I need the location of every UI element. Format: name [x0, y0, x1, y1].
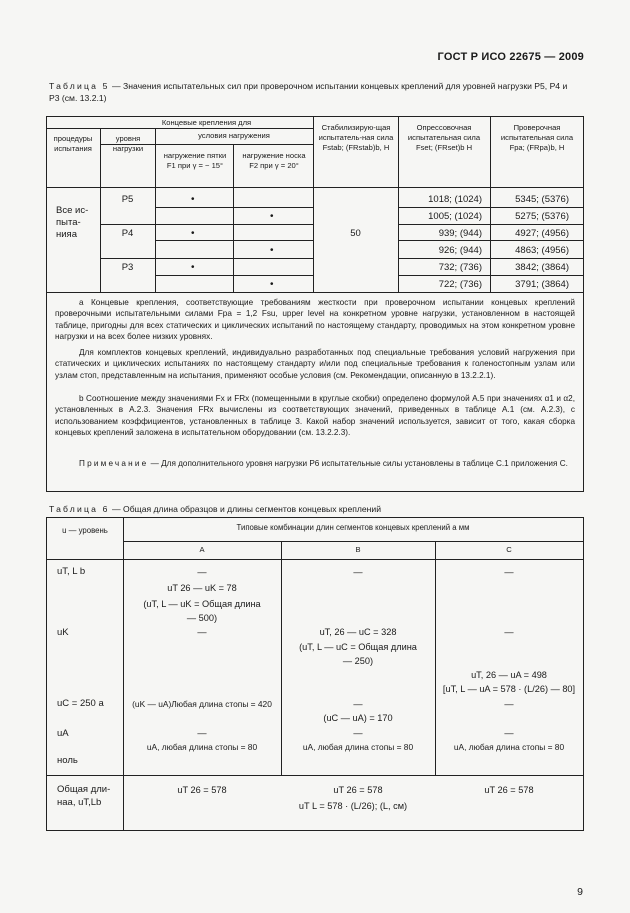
t6-a-r1: uT 26 — uK = 78	[167, 583, 237, 593]
t5-dot: •	[191, 194, 195, 205]
t6-a-r4: uA, любая длина стопы = 80	[146, 742, 258, 752]
t5-footnote-a: a Концевые крепления, соответствующие требованиям жесткости при проверочном испытании концевых креплений проверочными испытательными силами Fpa = 1,2 Fsu, upper level на конкретном уровне нагрузки, установленном в настоящей таблице, пригодны для всех статических и циклических испытаний по настоящему стандарту, проводимых на этом конкретном уровне нагрузки и на всех более низких уровнях.	[55, 298, 575, 341]
t6-b-total: uT 26 = 578	[333, 785, 383, 795]
t6-col-a: A	[199, 545, 205, 554]
t6-cell-dash: —	[353, 567, 363, 577]
t5-proof-value: 4927; (4956)	[515, 228, 569, 239]
t6-b-r4: uA, любая длина стопы = 80	[302, 742, 414, 752]
t5-proof-value: 5345; (5376)	[515, 194, 569, 205]
t6-col-c: C	[506, 545, 512, 554]
t6-row-label: Общая дли-наa, uT,Lb	[57, 784, 111, 808]
t5-proof-value: 3842; (3864)	[515, 262, 569, 273]
t5-dot: •	[270, 211, 274, 222]
t5-proof-value: 3791; (3864)	[515, 279, 569, 290]
t5-set-value: 926; (944)	[438, 245, 482, 256]
t6-total-formula: uT L = 578 · (L/26); (L, см)	[298, 801, 408, 811]
t5-set-value: 1018; (1024)	[428, 194, 482, 205]
t5-header-cond: условия нагружения	[198, 131, 270, 140]
t5-set-value: 939; (944)	[438, 228, 482, 239]
t6-cell-dash: —	[197, 627, 207, 637]
t6-a-r1b: (uT, L — uK = Общая длина	[143, 599, 261, 609]
t6-a-total: uT 26 = 578	[177, 785, 227, 795]
t6-b-r2b: (uT, L — uC = Общая длина	[299, 642, 417, 652]
page-number: 9	[577, 886, 583, 898]
t6-b-r3: (uC — uA) = 170	[323, 713, 393, 723]
t5-header-stab: Стабилизирую-щая испытатель-ная сила Fstab; (FRstab)b, Н	[318, 123, 394, 152]
t6-c-r3: uT, 26 — uA = 498	[471, 670, 547, 680]
table6-caption-text: — Общая длина образцов и длины сегментов концевых креплений	[109, 504, 382, 514]
t5-header-toe: нагружение носка F2 при γ = 20°	[242, 151, 306, 170]
t5-dot: •	[270, 279, 274, 290]
t6-cell-dash: —	[197, 567, 207, 577]
t5-note-text: — Для дополнительного уровня нагрузки Р6 испытательные силы установлены в таблице С.1 приложения С.	[148, 459, 568, 468]
t6-c-r3b: [uT, L — uA = 578 · (L/26) — 80]	[442, 684, 576, 694]
t6-col-b: B	[355, 545, 361, 554]
t5-level-p5: P5	[121, 194, 134, 205]
t6-b-r2: uT, 26 — uC = 328	[319, 627, 397, 637]
t6-header-combos: Типовые комбинации длин сегментов концевых креплений a мм	[236, 523, 470, 532]
table6-caption	[49, 503, 579, 515]
t6-row-label: uK	[57, 627, 69, 638]
t6-header-level: u — уровень	[62, 526, 108, 535]
t6-row-label: uC = 250 a	[57, 698, 104, 709]
t6-row-label: uA	[57, 728, 69, 739]
t5-proof-value: 4863; (4956)	[515, 245, 569, 256]
t6-cell-dash: —	[197, 728, 207, 738]
t5-header-proof: Проверочная испытательная сила Fpa; (FRpa)b, Н	[500, 123, 574, 152]
t5-set-value: 1005; (1024)	[428, 211, 482, 222]
t5-paragraph-custom: Для комплектов концевых креплений, индивидуально разработанных под специальные требования условий нагружения при статических и циклических испытаниях по настоящему стандарту и/или под специальные требования к голеностопным узлам или узлам стоп, представленным на испытания, применяют особые условия (см. Рекомендации, описанную в 13.2.2.1).	[55, 348, 575, 380]
table5-caption	[49, 80, 579, 104]
table6-caption-label: Таблица 6	[49, 504, 110, 514]
t5-proof-value: 5275; (5376)	[515, 211, 569, 222]
t6-c-r4: uA, любая длина стопы = 80	[453, 742, 565, 752]
t6-cell-dash: —	[353, 699, 363, 709]
t5-header-set: Опрессовочная испытательная сила Fset; (FRset)b Н	[407, 123, 481, 152]
t6-row-label: ноль	[57, 755, 78, 766]
t5-note	[55, 458, 575, 469]
t6-cell-dash: —	[504, 627, 514, 637]
t5-header-level: уровня нагрузки	[112, 134, 144, 153]
t5-header-group: Концевые крепления для	[161, 118, 252, 127]
t5-header-proc: процедуры испытания	[53, 134, 93, 153]
t5-note-label: Примечание	[79, 459, 149, 468]
table5-caption-text: — Значения испытательных сил при проверочном испытании концевых креплений для уровней нагрузки Р5, Р4 и Р3 (см. 13.2.1)	[49, 81, 568, 103]
t6-c-total: uT 26 = 578	[484, 785, 534, 795]
t6-cell-dash: —	[504, 699, 514, 709]
t5-stab-value: 50	[350, 228, 361, 239]
t5-dot: •	[270, 245, 274, 256]
t5-set-value: 732; (736)	[438, 262, 482, 273]
t5-footnote-b: b Соотношение между значениями Fx и FRx (помещенными в круглые скобки) определено формулой А.5 при значениях α1 и α2, установленных в А.2.3. Значения FRx вычислены из соответствующих значений, приведенных в таблице А.1 (см. А.2.3), с использованием коэффициентов, установленных в таблице 3. Какой набор значений используется, зависит от того, какая сборка концевых креплений заложена в испытательном оборудовании (см. 13.2.2.3).	[55, 394, 575, 437]
t6-b-r2c: — 250)	[342, 656, 374, 666]
t5-header-heel: нагружение пятки F1 при γ = − 15°	[163, 151, 227, 170]
t5-level-p3: P3	[121, 262, 134, 273]
t5-set-value: 722; (736)	[438, 279, 482, 290]
table5-caption-label: Таблица 5	[49, 81, 110, 91]
t6-a-r1c: — 500)	[186, 613, 218, 623]
t5-dot: •	[191, 228, 195, 239]
t6-cell-dash: —	[504, 567, 514, 577]
t6-cell-dash: —	[353, 728, 363, 738]
t5-dot: •	[191, 262, 195, 273]
t5-proc-cell: Все ис-пыта-нияa	[56, 205, 89, 240]
document-header: ГОСТ Р ИСО 22675 — 2009	[437, 51, 584, 63]
t6-a-r3: (uK — uA)Любая длина стопы = 420	[132, 699, 272, 709]
t6-row-label: uT, L b	[57, 566, 86, 577]
t6-cell-dash: —	[504, 728, 514, 738]
t5-level-p4: P4	[121, 228, 134, 239]
